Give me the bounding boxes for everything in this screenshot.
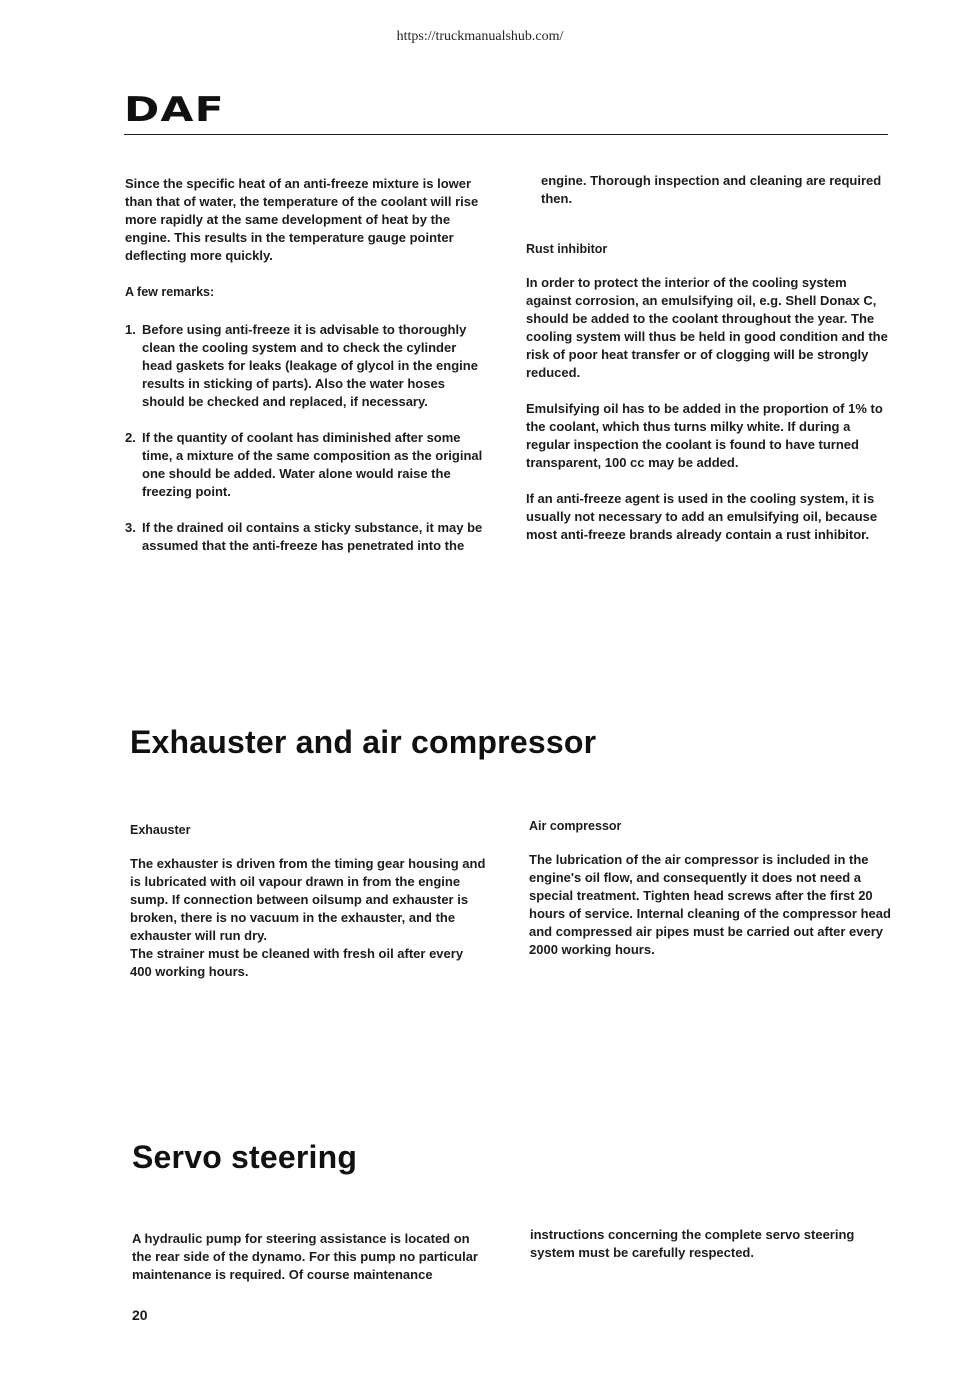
servo-continued-text: instructions concerning the complete servo steering system must be carefully respected.: [530, 1227, 855, 1260]
antifreeze-intro: Since the specific heat of an anti-freeze mixture is lower than that of water, the temperature of the coolant will rise more rapidly at the same development of heat by the engine. This results in the temperature gauge pointer deflecting more quickly.: [125, 176, 479, 263]
exhauster-paragraph: The exhauster is driven from the timing gear housing and is lubricated with oil vapour drawn in from the engine sump. If connection between oilsump and exhauster is broken, there is no vacuum in the exhauster, and the exhauster will run dry.: [130, 856, 486, 943]
remark-3-text: If the drained oil contains a sticky substance, it may be assumed that the anti-freeze has penetrated into the: [142, 520, 483, 553]
compressor-column: [529, 817, 893, 959]
servo-section-title: Servo steering: [132, 1139, 358, 1175]
remark-3-continued-text: engine. Thorough inspection and cleaning are required then.: [541, 173, 882, 206]
exhauster-section-title: Exhauster and air compressor: [130, 724, 597, 760]
list-item-number: 1.: [125, 322, 136, 337]
list-item-text: If the quantity of coolant has diminished after some time, a mixture of the same composition as the original one should be added. Water alone would raise the freezing point.: [142, 430, 483, 499]
remark-3-continuation: [526, 172, 888, 226]
exhauster-column: [130, 821, 488, 981]
list-item: [125, 519, 483, 555]
servo-paragraph: A hydraulic pump for steering assistance is located on the rear side of the dynamo. For this pump no particular maintenance is required. Of course maintenance: [132, 1231, 478, 1282]
source-url: https://truckmanualshub.com/: [396, 29, 564, 44]
servo-right-column: [530, 1226, 894, 1262]
daf-logo: DAF: [124, 90, 225, 130]
rust-paragraph: In order to protect the interior of the cooling system against corrosion, an emulsifying oil, e.g. Shell Donax C, should be added to the coolant throughout the year. The cooling system will thus be held in good condition and the risk of poor heat transfer or of clogging will be strongly reduced.: [526, 275, 888, 380]
servo-left-column: [132, 1230, 490, 1284]
rust-paragraph: Emulsifying oil has to be added in the proportion of 1% to the coolant, which thus turns milky white. If during a regular inspection the coolant is found to have turned transparent, 100 cc may be added.: [526, 401, 883, 470]
servo-paragraph-continuation: [530, 1226, 888, 1262]
list-item-text: [142, 519, 483, 555]
antifreeze-left-column: [125, 175, 483, 555]
antifreeze-right-column: [526, 172, 888, 544]
list-item-number: 3.: [125, 520, 136, 535]
remarks-heading: A few remarks:: [125, 285, 215, 299]
list-item-number: 2.: [125, 430, 136, 445]
page-number: 20: [132, 1307, 148, 1323]
compressor-heading: Air compressor: [529, 819, 622, 833]
exhauster-paragraph-strainer: The strainer must be cleaned with fresh oil after every 400 working hours.: [130, 946, 464, 979]
exhauster-heading: Exhauster: [130, 823, 191, 837]
compressor-paragraph: The lubrication of the air compressor is included in the engine's oil flow, and consequently it does not need a special treatment. Tighten head screws after the first 20 hours of service. Internal cleaning of the compressor head and compressed air pipes must be carried out after every 2000 working hours.: [529, 852, 891, 957]
rust-paragraph: If an anti-freeze agent is used in the cooling system, it is usually not necessary to add an emulsifying oil, because most anti-freeze brands already contain a rust inhibitor.: [526, 491, 878, 542]
list-item-text: Before using anti-freeze it is advisable to thoroughly clean the cooling system and to check the cylinder head gaskets for leaks (leakage of glycol in the engine results in sticking of parts). Also the water hoses should be checked and replaced, if necessary.: [142, 322, 478, 409]
list-item: [125, 321, 483, 411]
rust-inhibitor-heading: Rust inhibitor: [526, 242, 608, 256]
list-item: [125, 429, 483, 501]
header-rule: [124, 134, 888, 135]
